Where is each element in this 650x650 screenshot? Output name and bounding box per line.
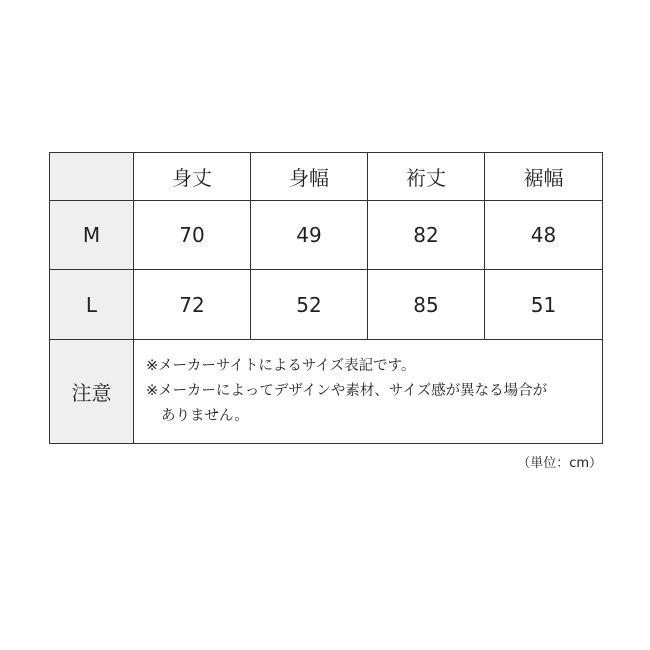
- table-cell: 85: [368, 270, 485, 339]
- column-header-length: 身丈: [134, 153, 251, 201]
- note-line: ※メーカーサイトによるサイズ表記です。: [146, 357, 416, 374]
- note-label: 注意: [50, 339, 134, 443]
- table-cell: 70: [134, 201, 251, 270]
- table-row: [50, 201, 603, 270]
- corner-cell: [50, 153, 134, 201]
- note-line: ※メーカーによってデザインや素材、サイズ感が異なる場合が: [146, 382, 548, 399]
- column-header-hem: 裾幅: [485, 153, 603, 201]
- note-text: [134, 339, 603, 443]
- row-label-size: L: [50, 270, 134, 339]
- table-cell: 82: [368, 201, 485, 270]
- column-header-width: 身幅: [251, 153, 368, 201]
- unit-label: （単位：cm）: [517, 456, 602, 471]
- table-cell: 72: [134, 270, 251, 339]
- table-cell: 49: [251, 201, 368, 270]
- column-header-sleeve: 裄丈: [368, 153, 485, 201]
- size-chart-table: [49, 152, 603, 444]
- table-cell: 52: [251, 270, 368, 339]
- header-row: [50, 153, 603, 201]
- row-label-size: M: [50, 201, 134, 270]
- table-row: [50, 270, 603, 339]
- table-cell: 48: [485, 201, 603, 270]
- table-cell: 51: [485, 270, 603, 339]
- note-row: [50, 339, 603, 443]
- note-line: ありません。: [161, 407, 249, 424]
